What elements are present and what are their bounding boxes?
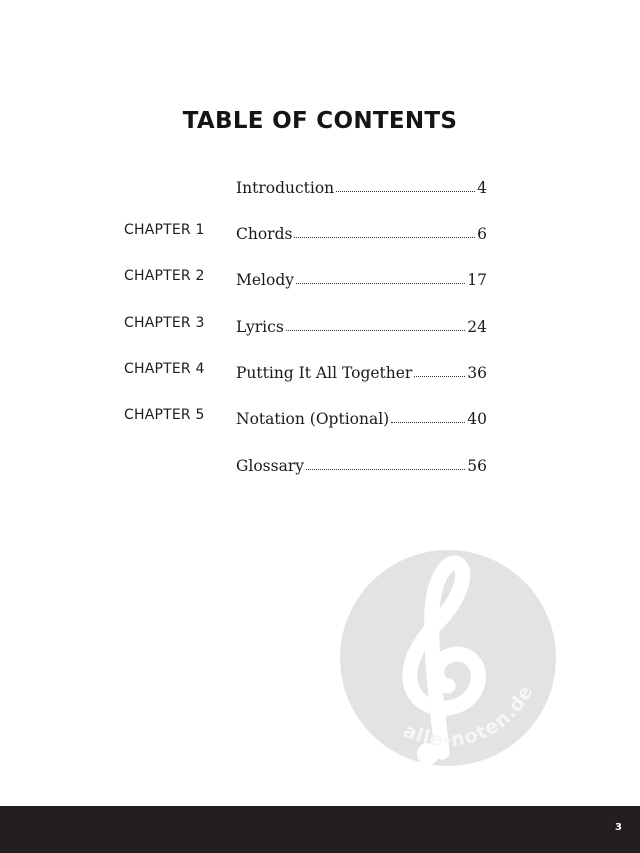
- toc-row-glossary[interactable]: [0, 451, 640, 475]
- entry-title: Lyrics: [236, 318, 284, 336]
- entry-page-number: 40: [467, 410, 487, 428]
- dot-leader: [294, 237, 475, 238]
- entry-page-number: 17: [467, 271, 487, 289]
- entry-page-number: 6: [477, 225, 487, 243]
- entry-title: Glossary: [236, 457, 304, 475]
- watermark-text-path: alle-noten.de: [399, 681, 538, 752]
- toc-row-introduction[interactable]: [0, 173, 640, 197]
- dot-leader: [336, 191, 475, 192]
- entry-title: Notation (Optional): [236, 410, 390, 428]
- chapter-label: CHAPTER 5: [124, 407, 205, 423]
- entry-page-number: 24: [467, 318, 487, 336]
- dot-leader: [306, 469, 465, 470]
- entry-title: Melody: [236, 271, 295, 289]
- watermark: [340, 530, 560, 770]
- page-title: TABLE OF CONTENTS: [182, 108, 458, 134]
- chapter-label: CHAPTER 3: [124, 315, 205, 331]
- chapter-label: CHAPTER 4: [124, 361, 205, 377]
- entry-title: Chords: [236, 225, 293, 243]
- toc-row-chapter-1[interactable]: [0, 219, 640, 243]
- dot-leader: [414, 376, 465, 377]
- page-number: 3: [615, 822, 622, 833]
- toc-row-chapter-5[interactable]: [0, 404, 640, 428]
- toc-row-chapter-4[interactable]: [0, 358, 640, 382]
- entry-page-number: 36: [467, 364, 487, 382]
- chapter-label: CHAPTER 1: [124, 222, 205, 238]
- toc-row-chapter-3[interactable]: [0, 312, 640, 336]
- chapter-label: CHAPTER 2: [124, 268, 205, 284]
- dot-leader: [391, 422, 465, 423]
- toc-row-chapter-2[interactable]: [0, 265, 640, 289]
- entry-page-number: 56: [467, 457, 487, 475]
- entry-page-number: 4: [477, 179, 487, 197]
- dot-leader: [286, 330, 465, 331]
- entry-title: Putting It All Together: [236, 364, 413, 382]
- entry-title: Introduction: [236, 179, 335, 197]
- footer-bar: [0, 806, 640, 853]
- dot-leader: [296, 283, 465, 284]
